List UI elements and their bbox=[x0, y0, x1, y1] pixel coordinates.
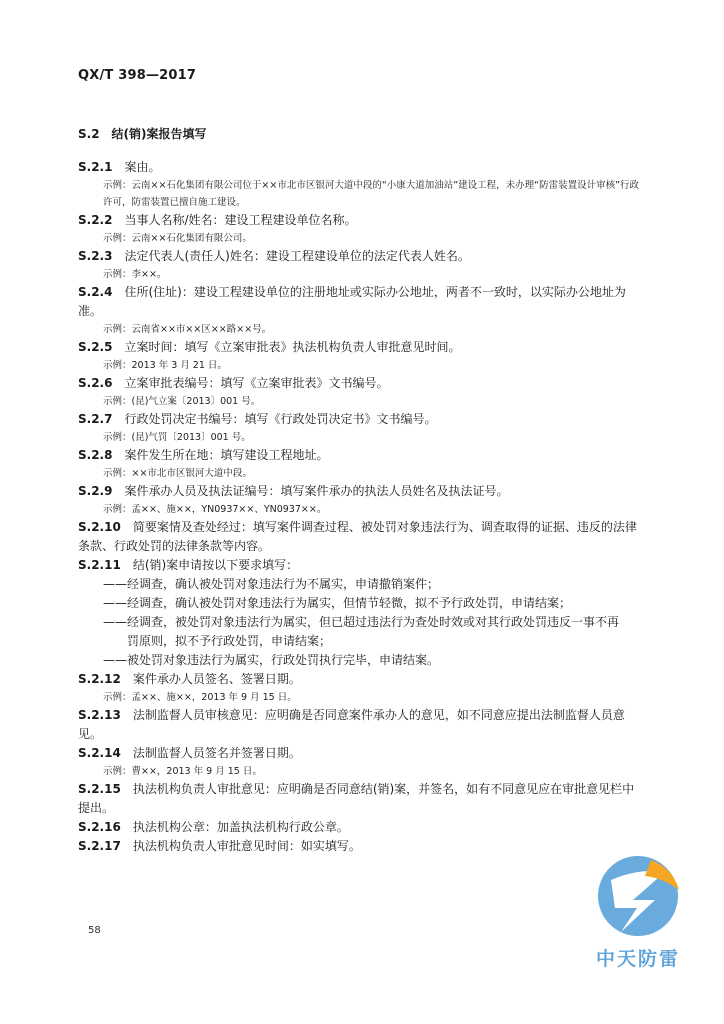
clause-item bbox=[78, 446, 646, 482]
clause-number: S.2.14 bbox=[78, 746, 121, 760]
clause-item bbox=[78, 211, 646, 247]
clause-number: S.2.6 bbox=[78, 376, 113, 390]
clause-number: S.2.17 bbox=[78, 839, 121, 853]
clause-item bbox=[78, 247, 646, 283]
clause-item bbox=[78, 670, 646, 706]
clause-item bbox=[78, 158, 646, 211]
clause-number: S.2.9 bbox=[78, 484, 113, 498]
clause-number: S.2.11 bbox=[78, 558, 121, 572]
clause-number: S.2.7 bbox=[78, 412, 113, 426]
clause-number: S.2.8 bbox=[78, 448, 113, 462]
clause-item bbox=[78, 283, 646, 338]
clause-item bbox=[78, 410, 646, 446]
clause-item bbox=[78, 556, 646, 575]
clause-text: 执法机构负责人审批意见：应明确是否同意结(销)案，并签名，如有不同意见应在审批意见栏中提出。 bbox=[78, 782, 635, 815]
clause-example: 示例：孟××、施××，2013 年 9 月 15 日。 bbox=[103, 692, 297, 703]
list-item bbox=[78, 613, 646, 651]
clause-item bbox=[78, 837, 646, 856]
bullet-text: ——被处罚对象违法行为属实，行政处罚执行完毕，申请结案。 bbox=[103, 653, 440, 667]
standard-code-header: QX/T 398—2017 bbox=[78, 68, 197, 83]
company-logo bbox=[583, 850, 693, 975]
clause-example: 示例：云南省××市××区××路××号。 bbox=[103, 324, 272, 335]
clause-example: 示例：李××。 bbox=[103, 269, 167, 280]
clause-number: S.2.16 bbox=[78, 820, 121, 834]
bullet-text: ——经调查，被处罚对象违法行为属实，但已超过违法行为查处时效或对其行政处罚违反一事不再 bbox=[103, 615, 620, 629]
clause-text: 法定代表人(责任人)姓名：建设工程建设单位的法定代表人姓名。 bbox=[124, 249, 470, 263]
clause-number: S.2.10 bbox=[78, 520, 121, 534]
clause-text: 立案时间：填写《立案审批表》执法机构负责人审批意见时间。 bbox=[124, 340, 461, 354]
clause-text: 法制监督人员签名并签署日期。 bbox=[132, 746, 301, 760]
logo-text: 中天防雷 bbox=[595, 948, 680, 970]
clause-text: 执法机构负责人审批意见时间：如实填写。 bbox=[132, 839, 361, 853]
clause-number: S.2.3 bbox=[78, 249, 113, 263]
clause-item bbox=[78, 706, 646, 744]
clause-text: 案由。 bbox=[124, 160, 161, 174]
page-number: 58 bbox=[88, 925, 101, 936]
section-title: S.2 结(销)案报告填写 bbox=[78, 127, 207, 141]
bullet-continuation: 罚原则，拟不予行政处罚，申请结案； bbox=[127, 634, 332, 648]
clause-example: 示例：2013 年 3 月 21 日。 bbox=[103, 360, 227, 371]
clause-number: S.2.2 bbox=[78, 213, 113, 227]
clause-example: 示例：云南××石化集团有限公司位于××市北市区银河大道中段的“小康大道加油站”建设工程，未办理“防雷装置设计审核”行政许可，防雷装置已擅自施工建设。 bbox=[103, 180, 640, 208]
clause-example: 示例：孟××、施××，YN0937××、YN0937××。 bbox=[103, 504, 327, 515]
clause-text: 立案审批表编号：填写《立案审批表》文书编号。 bbox=[124, 376, 389, 390]
clause-item bbox=[78, 374, 646, 410]
clause-item bbox=[78, 818, 646, 837]
clause-example: 示例：云南××石化集团有限公司。 bbox=[103, 233, 252, 244]
clause-text: 案件承办人员签名、签署日期。 bbox=[132, 672, 301, 686]
clause-text: 案件发生所在地：填写建设工程地址。 bbox=[124, 448, 329, 462]
clause-text: 执法机构公章：加盖执法机构行政公章。 bbox=[132, 820, 349, 834]
clause-text: 结(销)案申请按以下要求填写： bbox=[132, 558, 299, 572]
clause-text: 法制监督人员审核意见：应明确是否同意案件承办人的意见，如不同意应提出法制监督人员意见。 bbox=[78, 708, 625, 741]
list-item bbox=[78, 575, 646, 594]
clause-item bbox=[78, 518, 646, 556]
clause-text: 住所(住址)：建设工程建设单位的注册地址或实际办公地址，两者不一致时，以实际办公地址为准。 bbox=[78, 285, 626, 318]
clause-number: S.2.1 bbox=[78, 160, 113, 174]
clause-example: 示例：(昆)气立案〔2013〕001 号。 bbox=[103, 396, 261, 407]
clause-item bbox=[78, 780, 646, 818]
clause-example: 示例：曹××，2013 年 9 月 15 日。 bbox=[103, 766, 262, 777]
clause-item bbox=[78, 338, 646, 374]
list-item bbox=[78, 594, 646, 613]
clause-number: S.2.13 bbox=[78, 708, 121, 722]
clause-number: S.2.12 bbox=[78, 672, 121, 686]
bullet-text: ——经调查，确认被处罚对象违法行为不属实，申请撤销案件； bbox=[103, 577, 440, 591]
clause-text: 案件承办人员及执法证编号：填写案件承办的执法人员姓名及执法证号。 bbox=[124, 484, 509, 498]
list-item bbox=[78, 651, 646, 670]
clause-example: 示例：××市北市区银河大道中段。 bbox=[103, 468, 252, 479]
clause-text: 简要案情及查处经过：填写案件调查过程、被处罚对象违法行为、调查取得的证据、违反的法律条款、行政处罚的法律条款等内容。 bbox=[78, 520, 637, 553]
clause-number: S.2.5 bbox=[78, 340, 113, 354]
clause-item bbox=[78, 482, 646, 518]
clause-number: S.2.4 bbox=[78, 285, 113, 299]
lightning-logo-icon bbox=[593, 850, 683, 942]
clause-item bbox=[78, 744, 646, 780]
clause-example: 示例：(昆)气罚〔2013〕001 号。 bbox=[103, 432, 251, 443]
document-body bbox=[78, 158, 646, 856]
clause-text: 行政处罚决定书编号：填写《行政处罚决定书》文书编号。 bbox=[124, 412, 437, 426]
clause-text: 当事人名称/姓名：建设工程建设单位名称。 bbox=[124, 213, 357, 227]
clause-number: S.2.15 bbox=[78, 782, 121, 796]
bullet-text: ——经调查，确认被处罚对象违法行为属实，但情节轻微，拟不予行政处罚，申请结案； bbox=[103, 596, 572, 610]
